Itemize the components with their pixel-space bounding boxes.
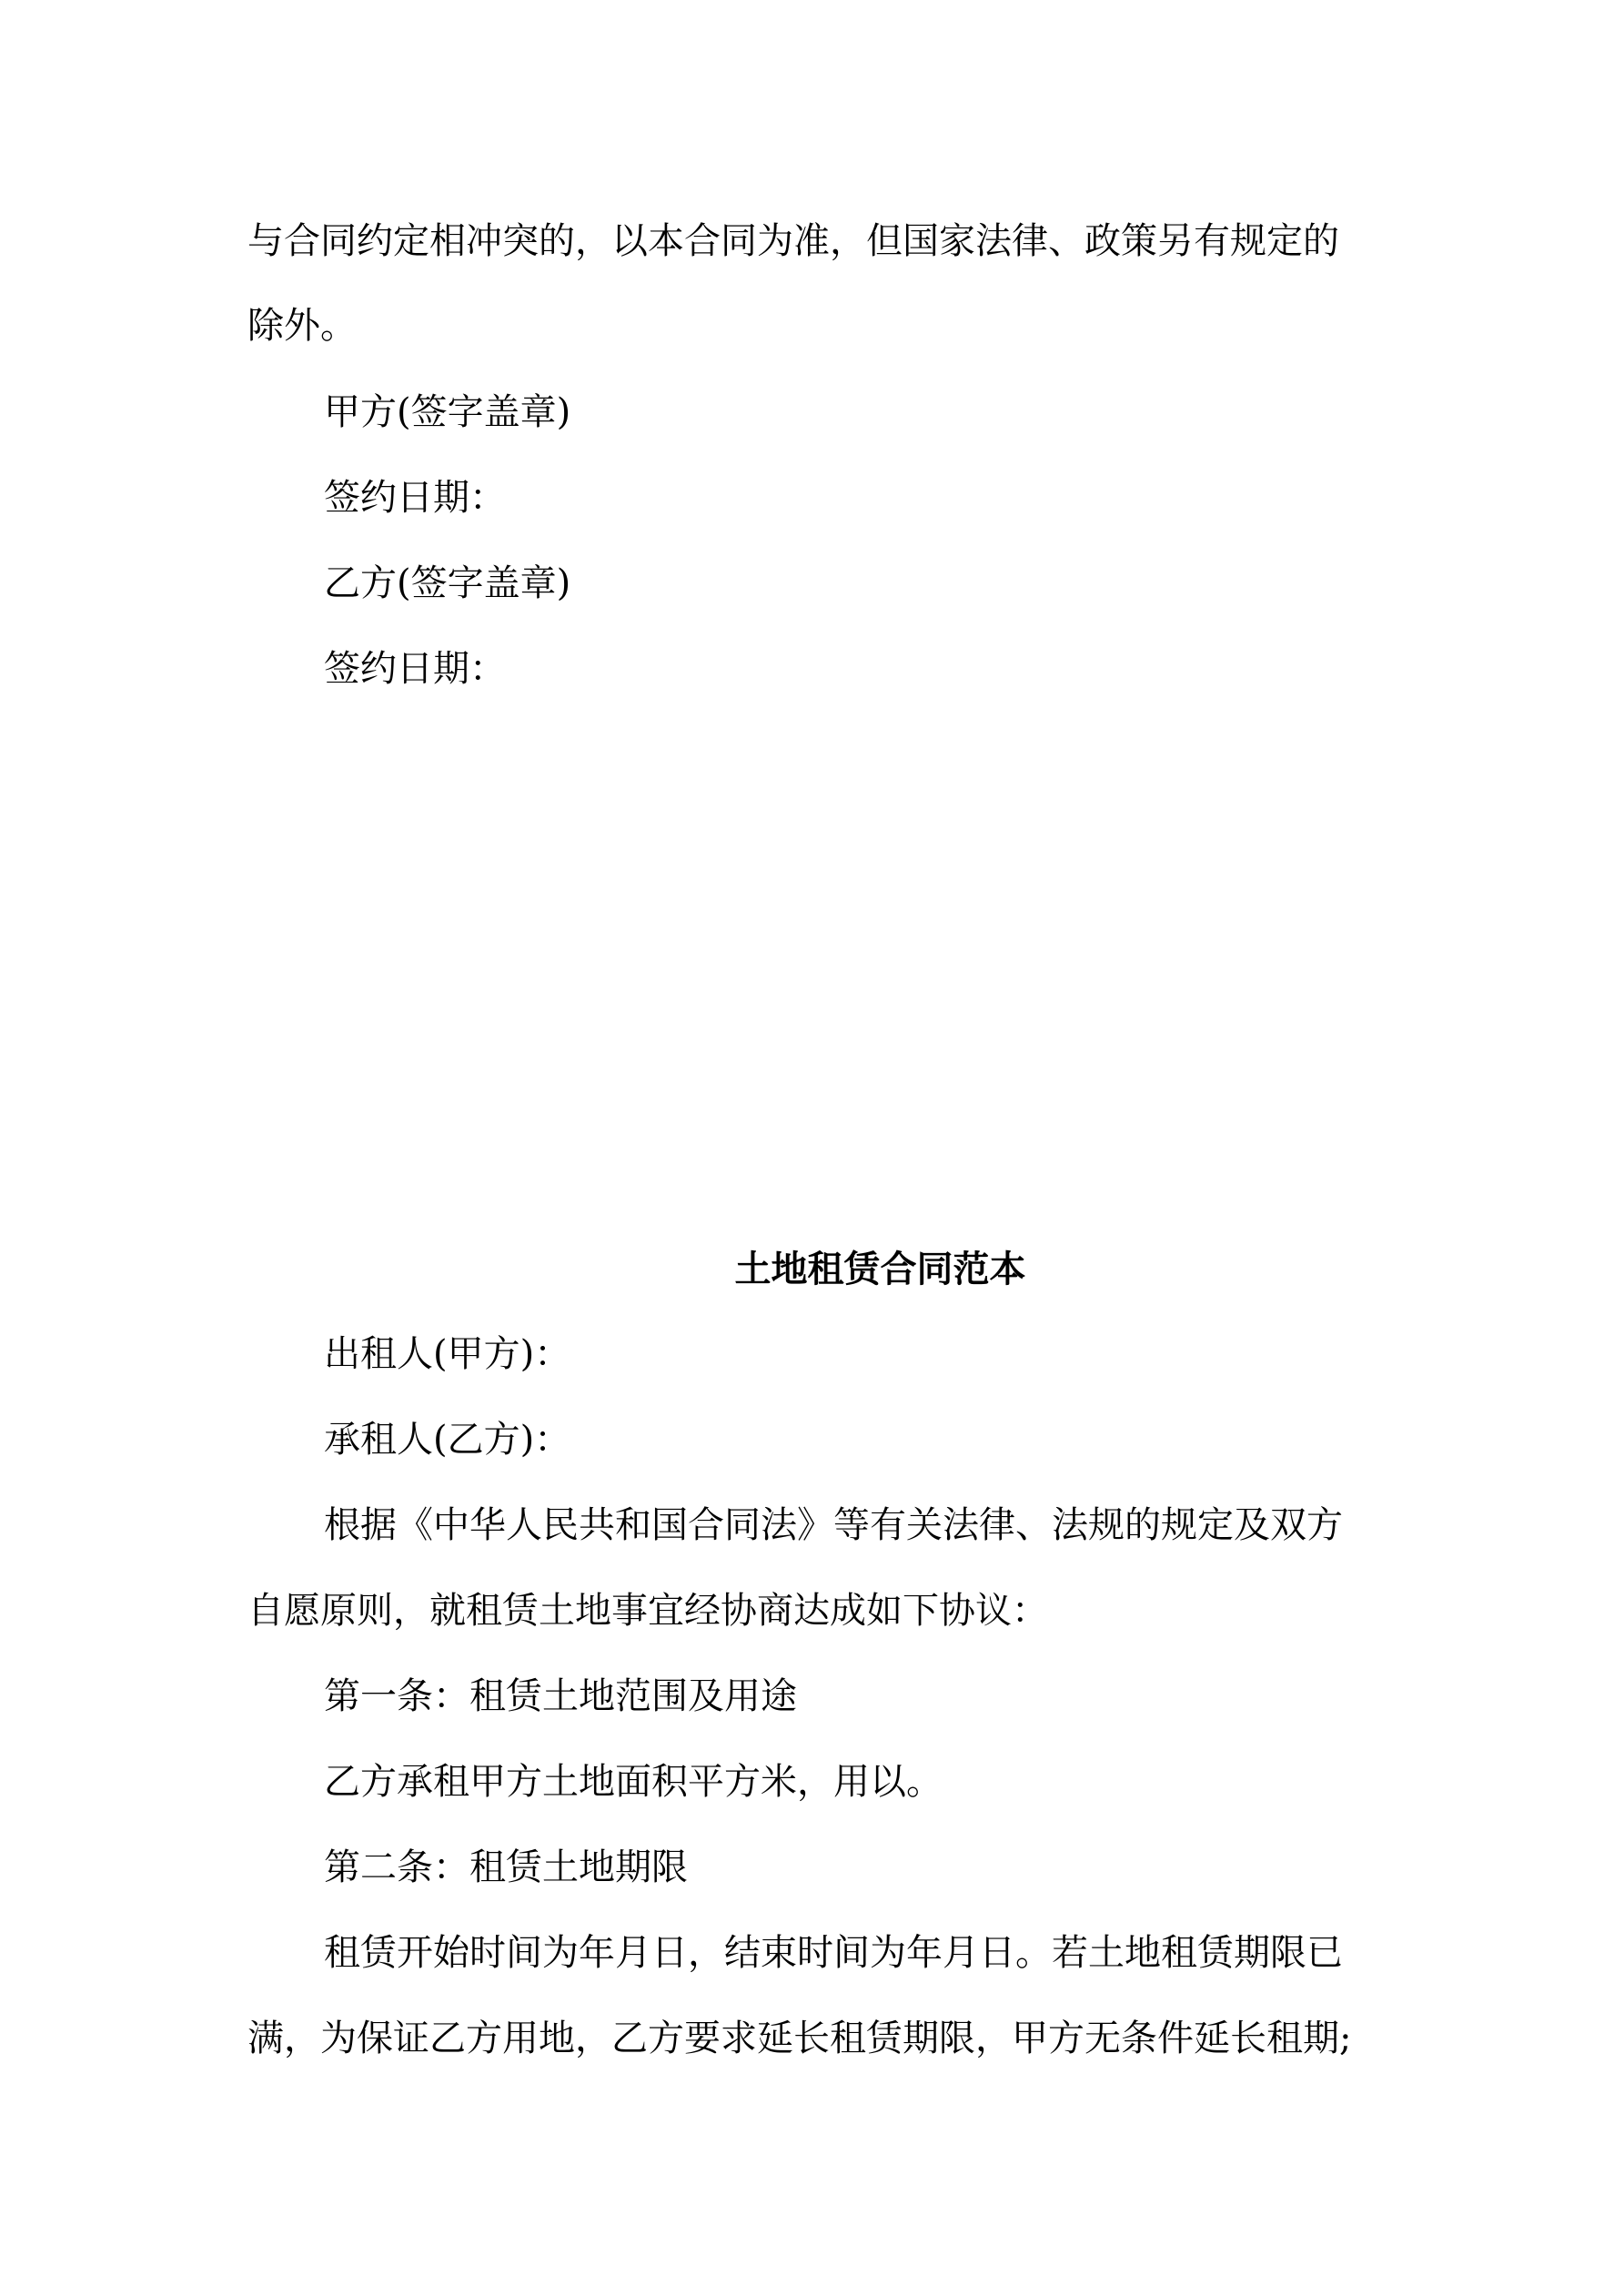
basis-paragraph-line2: 自愿原则，就租赁土地事宜经协商达成如下协议： (247, 1590, 1048, 1632)
article2-body-line2: 满，为保证乙方用地，乙方要求延长租赁期限，甲方无条件延长租期; (247, 2018, 1352, 2059)
article1-body: 乙方承租甲方土地面积平方米，用以。 (324, 1761, 943, 1803)
basis-paragraph-line1: 根据《中华人民共和国合同法》等有关法律、法规的规定及双方 (324, 1504, 1343, 1546)
article1-heading: 第一条：租赁土地范围及用途 (324, 1675, 797, 1717)
party-a-sign-date-label: 签约日期： (324, 477, 506, 519)
article2-heading: 第二条：租赁土地期限 (324, 1846, 688, 1888)
contract-title: 土地租赁合同范本 (734, 1248, 1026, 1290)
paragraph-continuation-end: 除外。 (247, 305, 357, 347)
party-a-signature-label: 甲方(签字盖章) (324, 391, 571, 433)
party-b-signature-label: 乙方(签字盖章) (324, 562, 571, 604)
party-b-sign-date-label: 签约日期： (324, 648, 506, 690)
paragraph-continuation-line: 与合同约定相冲突的，以本合同为准，但国家法律、政策另有规定的 (247, 220, 1339, 262)
lessee-label: 承租人(乙方)： (324, 1419, 571, 1461)
lessor-label: 出租人(甲方)： (324, 1333, 571, 1375)
article2-body-line1: 租赁开始时间为年月日，结束时间为年月日。若土地租赁期限已 (324, 1932, 1343, 1974)
